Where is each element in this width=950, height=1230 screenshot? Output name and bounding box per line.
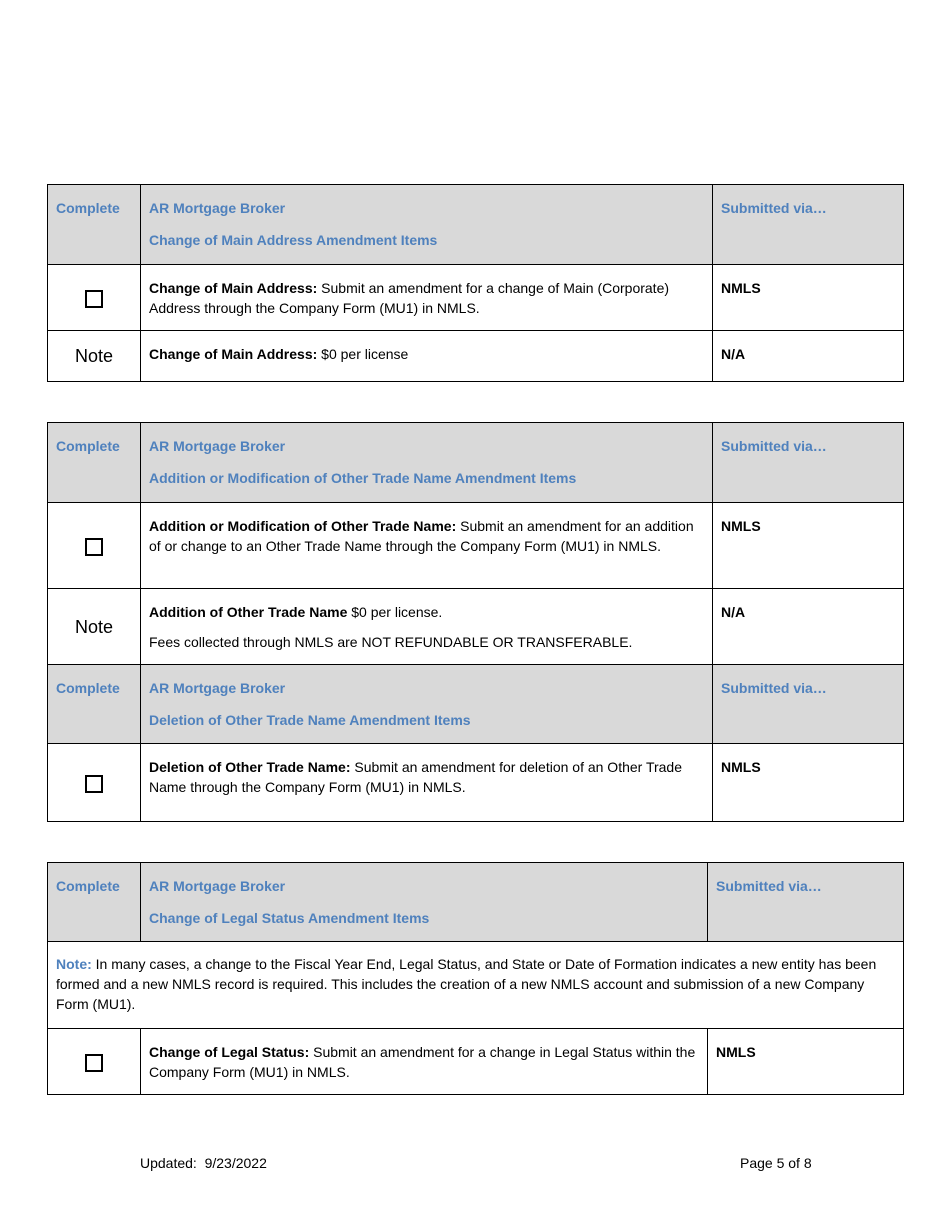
note-label: Note:: [56, 956, 92, 972]
table-row: [48, 265, 904, 331]
item-description: [141, 744, 713, 822]
submitted-via-header: Submitted via…: [713, 423, 904, 503]
title-line-1: AR Mortgage Broker: [149, 680, 286, 696]
checkbox[interactable]: [85, 538, 103, 556]
complete-cell: [48, 503, 141, 589]
title-line-2: Change of Legal Status Amendment Items: [149, 910, 430, 926]
item-label: Deletion of Other Trade Name:: [149, 759, 351, 775]
section-title: [141, 185, 713, 265]
table-row: [48, 589, 904, 665]
item-label: Change of Main Address:: [149, 346, 318, 362]
submitted-via-header: Submitted via…: [708, 863, 904, 942]
checkbox[interactable]: [85, 1054, 103, 1072]
item-label: Addition of Other Trade Name: [149, 604, 348, 620]
submitted-via-value: N/A: [713, 589, 904, 665]
item-text: $0 per license.: [347, 604, 443, 620]
title-line-2: Deletion of Other Trade Name Amendment Items: [149, 712, 471, 728]
title-line-2: Addition or Modification of Other Trade Name Amendment Items: [149, 470, 577, 486]
submitted-via-value: N/A: [713, 331, 904, 382]
table-row: [48, 331, 904, 382]
submitted-via-value: NMLS: [713, 503, 904, 589]
complete-header: Complete: [48, 185, 141, 265]
legal-status-note: [48, 942, 904, 1029]
complete-header: Complete: [48, 665, 141, 744]
item-text: Submit an amendment for a change of Main (Corporate) Address through the Company Form (MU1) in NMLS.: [149, 280, 670, 316]
item-label: Change of Main Address:: [149, 280, 318, 296]
note-text: In many cases, a change to the Fiscal Year End, Legal Status, and State or Date of Formation indicates a new entity has been formed and a new NMLS record is required. This includes the creation of a new NMLS account and submission of a new Company Form (MU1).: [56, 956, 877, 1012]
item-text: Submit an amendment for an addition of or change to an Other Trade Name through the Company Form (MU1) in NMLS.: [149, 518, 694, 554]
title-line-2: Change of Main Address Amendment Items: [149, 232, 438, 248]
section-title: [141, 665, 713, 744]
section-title: [141, 863, 708, 942]
section-title: [141, 423, 713, 503]
table-row: [48, 1029, 904, 1095]
legal-status-table: [47, 862, 904, 1095]
table-header: [48, 863, 904, 942]
item-text: Submit an amendment for deletion of an Other Trade Name through the Company Form (MU1) in NMLS.: [149, 759, 683, 795]
page-number: Page 5 of 8: [740, 1155, 812, 1171]
submitted-via-header: Submitted via…: [713, 185, 904, 265]
main-address-table: [47, 184, 904, 382]
item-description: [141, 1029, 708, 1095]
title-line-1: AR Mortgage Broker: [149, 438, 286, 454]
table-row: [48, 503, 904, 589]
item-description: [141, 503, 713, 589]
item-label: Addition or Modification of Other Trade Name:: [149, 518, 457, 534]
title-line-1: AR Mortgage Broker: [149, 200, 286, 216]
item-description: [141, 331, 713, 382]
item-label: Change of Legal Status:: [149, 1044, 310, 1060]
note-cell: Note: [48, 589, 141, 665]
note-row: [48, 942, 904, 1029]
complete-cell: [48, 265, 141, 331]
updated-date: Updated: 9/23/2022: [140, 1155, 267, 1171]
table-header: [48, 423, 904, 503]
complete-cell: [48, 744, 141, 822]
table-header: [48, 665, 904, 744]
item-description: [141, 265, 713, 331]
submitted-via-value: NMLS: [713, 744, 904, 822]
checkbox[interactable]: [85, 290, 103, 308]
checkbox[interactable]: [85, 775, 103, 793]
title-line-1: AR Mortgage Broker: [149, 878, 286, 894]
submitted-via-value: NMLS: [713, 265, 904, 331]
trade-name-table: [47, 422, 904, 822]
table-row: [48, 744, 904, 822]
submitted-via-header: Submitted via…: [713, 665, 904, 744]
submitted-via-value: NMLS: [708, 1029, 904, 1095]
complete-cell: [48, 1029, 141, 1095]
table-header: [48, 185, 904, 265]
item-text: Submit an amendment for a change in Legal Status within the Company Form (MU1) in NMLS.: [149, 1044, 696, 1080]
fee-notice: Fees collected through NMLS are NOT REFUNDABLE OR TRANSFERABLE.: [149, 634, 633, 650]
note-cell: Note: [48, 331, 141, 382]
item-description: [141, 589, 713, 665]
complete-header: Complete: [48, 863, 141, 942]
complete-header: Complete: [48, 423, 141, 503]
item-text: $0 per license: [317, 346, 409, 362]
